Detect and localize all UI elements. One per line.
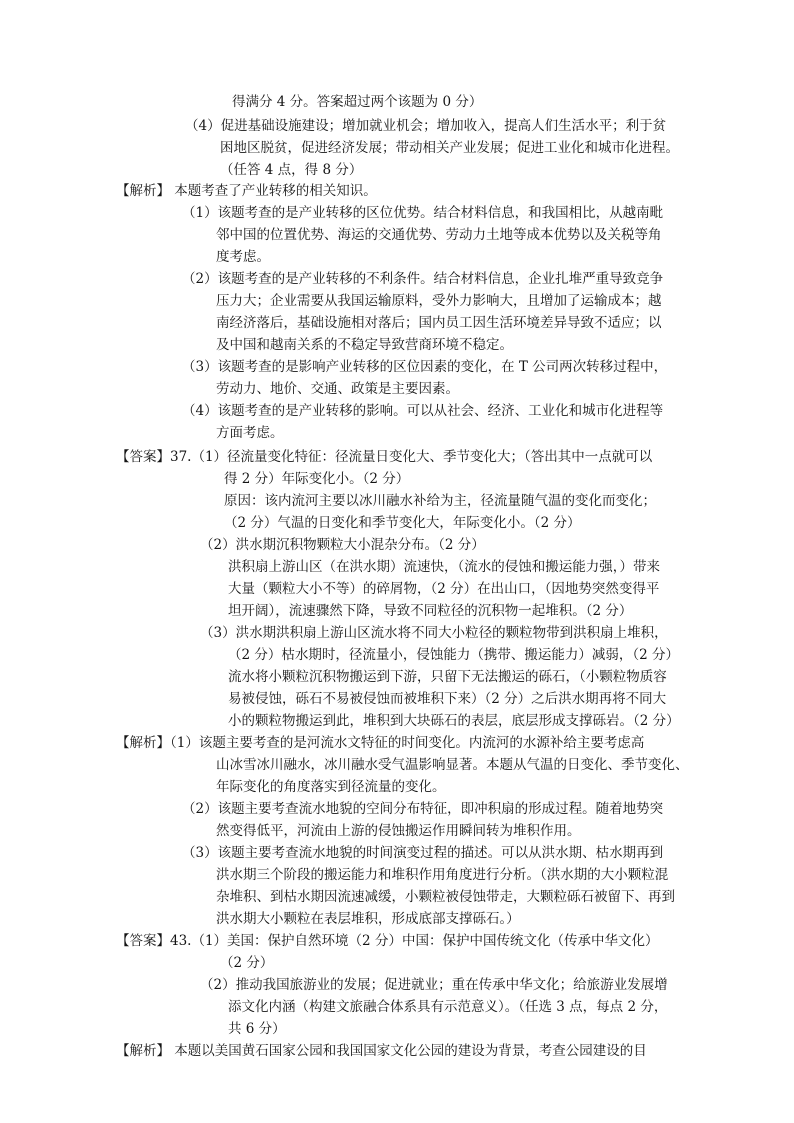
text-line: 山冰雪冰川融水，冰川融水受气温影响显著。本题从气温的日变化、季节变化、 <box>216 757 689 773</box>
text-line: 易被侵蚀，砾石不易被侵蚀而被堆积下来）（2 分）之后洪水期再将不同大 <box>228 691 667 707</box>
text-line: 压力大；企业需要从我国运输原料，受外力影响大，且增加了运输成本；越 <box>216 293 662 309</box>
text-line: 【解析】 本题以美国黄石国家公园和我国国家文化公园的建设为背景，考查公园建设的目 <box>116 1043 647 1059</box>
text-line: 原因：该内流河主要以冰川融水补给为主，径流量随气温的变化而变化； <box>224 493 656 509</box>
text-line: 洪积扇上游山区（在洪水期）流速快，（流水的侵蚀和搬运能力强，）带来 <box>228 559 660 575</box>
text-line: 然变得低平，河流由上游的侵蚀搬运作用瞬间转为堆积作用。 <box>216 823 581 839</box>
text-line: 坦开阔），流速骤然下降，导致不同粒径的沉积物一起堆积。（2 分） <box>228 603 633 619</box>
text-line: 及中国和越南关系的不稳定导致营商环境不稳定。 <box>216 337 513 353</box>
text-line: （2 分） <box>220 955 274 971</box>
text-line: （2）该题考查的是产业转移的不利条件。结合材料信息，企业扎堆严重导致竞争 <box>182 271 664 287</box>
text-line: 【答案】37.（1）径流量变化特征：径流量日变化大、季节变化大；（答出其中一点就可以 <box>116 449 653 465</box>
text-line: 得满分 4 分。答案超过两个该题为 0 分） <box>232 94 483 110</box>
text-line: （2）洪水期沉积物颗粒大小混杂分布。（2 分） <box>200 537 485 553</box>
text-line: 共 6 分） <box>228 1021 286 1037</box>
text-line: 年际变化的角度落实到径流量的变化。 <box>216 779 446 795</box>
text-line: 【答案】43.（1）美国：保护自然环境（2 分）中国：保护中国传统文化（传承中华文化） <box>116 933 659 949</box>
text-line: 方面考虑。 <box>216 425 284 441</box>
text-line: （2 分）气温的日变化和季节变化大，年际变化小。（2 分） <box>224 515 581 531</box>
text-line: 流水将小颗粒沉积物搬运到下游，只留下无法搬运的砾石，（小颗粒物质容 <box>228 669 667 685</box>
text-line: 【解析】（1）该题主要考查的是河流水文特征的时间变化。内流河的水源补给主要考虑高 <box>116 735 645 751</box>
text-line: 小的颗粒物搬运到此，堆积到大块砾石的表层，底层形成支撑砾岩。（2 分） <box>228 713 680 729</box>
text-line: 洪水期三个阶段的搬运能力和堆积作用角度进行分析。（洪水期的大小颗粒混 <box>216 867 669 883</box>
text-line: 劳动力、地价、交通、政策是主要因素。 <box>216 381 459 397</box>
text-line: （2）推动我国旅游业的发展；促进就业；重在传承中华文化；给旅游业发展增 <box>200 977 668 993</box>
text-line: （2）该题主要考查流水地貌的空间分布特征，即冲积扇的形成过程。随着地势突 <box>182 801 664 817</box>
text-line: （3）洪水期洪积扇上游山区流水将不同大小粒径的颗粒物带到洪积扇上堆积， <box>200 625 668 641</box>
text-line: （4）该题考查的是产业转移的影响。可以从社会、经济、工业化和城市化进程等 <box>182 403 664 419</box>
text-line: 邻中国的位置优势、海运的交通优势、劳动力土地等成本优势以及关税等角 <box>216 227 662 243</box>
text-line: （1）该题考查的是产业转移的区位优势。结合材料信息，和我国相比，从越南毗 <box>182 205 664 221</box>
text-line: 【解析】 本题考查了产业转移的相关知识。 <box>116 183 377 199</box>
text-line: （3）该题主要考查流水地貌的时间演变过程的描述。可以从洪水期、枯水期再到 <box>182 845 664 861</box>
text-line: （2 分）枯水期时，径流量小，侵蚀能力（携带、搬运能力）减弱，（2 分） <box>228 647 680 663</box>
text-line: 添文化内涵（构建文旅融合体系具有示范意义）。（任选 3 点，每点 2 分， <box>228 999 668 1015</box>
text-line: （任答 4 点，得 8 分） <box>220 162 363 178</box>
text-line: 大量（颗粒大小不等）的碎屑物，（2 分）在出山口，（因地势突然变得平 <box>228 581 660 597</box>
text-line: 困地区脱贫，促进经济发展；带动相关产业发展；促进工业化和城市化进程。 <box>220 140 679 156</box>
text-line: 杂堆积、到枯水期因流速减缓，小颗粒被侵蚀带走，大颗粒砾石被留下、再到 <box>216 889 675 905</box>
text-line: 度考虑。 <box>216 249 270 265</box>
text-line: 南经济落后，基础设施相对落后；国内员工因生活环境差异导致不适应；以 <box>216 315 662 331</box>
text-line: 得 2 分）年际变化小。（2 分） <box>224 471 410 487</box>
text-line: （3）该题考查的是影响产业转移的区位因素的变化，在 T 公司两次转移过程中， <box>182 359 668 375</box>
text-line: （4）促进基础设施建设；增加就业机会；增加收入，提高人们生活水平；利于贫 <box>185 118 667 134</box>
text-line: 洪水期大小颗粒在表层堆积，形成底部支撑砾石。） <box>216 911 520 927</box>
